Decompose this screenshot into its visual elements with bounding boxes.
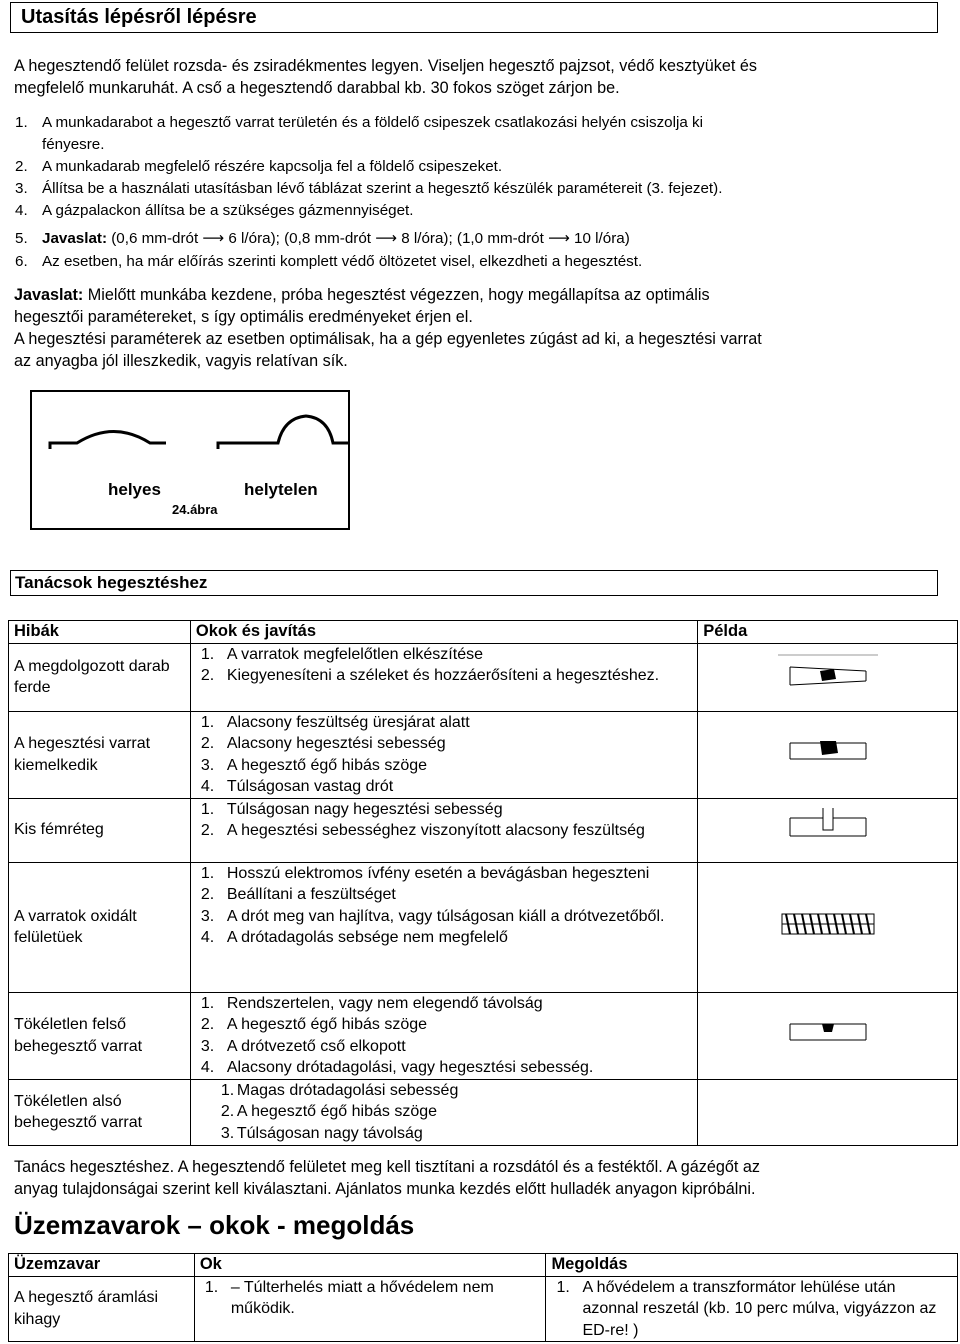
raised-weld-icon [768,731,888,771]
cause-item: 3. Túlságosan nagy távolság [220,1124,423,1142]
fault-cell: A hegesztési varrat kiemelkedik [9,711,191,798]
section-title-instructions: Utasítás lépésről lépésre [10,2,938,33]
causes-cell [190,643,697,711]
intro-line-1: A hegesztendő felület rozsda- és zsiradékmentes legyen. Viseljen hegesztő pajzsot, védő kesztyüket és [14,57,757,75]
intro-line-2: megfelelő munkaruhát. A cső a hegesztendő darabbal kb. 30 fokos szöget zárjon be. [14,79,620,97]
header-causes: Okok és javítás [190,621,697,644]
causes-cell [190,711,697,798]
table-row [9,711,958,798]
header-fault: Üzemzavar [9,1254,195,1277]
cause-item: 1. Magas drótadagolási sebesség [220,1081,459,1099]
cause-item: 2. A hegesztő égő hibás szöge [220,1103,438,1120]
step-3: 3. Állítsa be a használati utasításban lévő táblázat szerint a hegesztő készülék paramétereit (3. fejezet). [15,180,723,197]
fault-cell: A hegesztő áramlási kihagy [9,1276,195,1342]
tip-line-2: anyag tulajdonságai szerint kell kiválasztani. Ajánlatos munka kezdés előtt hulladék anyagon kipróbálni. [14,1180,756,1198]
cause-item: 1. Hosszú elektromos ívfény esetén a bevágásban hegeszteni [200,864,650,882]
fault-cell: Tökéletlen felső behegesztő varrat [9,992,191,1079]
cause-item: 2. Beállítani a feszültséget [200,886,396,903]
header-faults: Hibák [9,621,191,644]
table-row [9,862,958,992]
cause-item: 4. Alacsony drótadagolási, vagy hegesztési sebesség. [200,1059,594,1076]
table-header-row [9,621,958,644]
section-title-tips: Tanácsok hegesztéshez [10,570,938,596]
skewed-weld-icon [768,649,888,699]
table-row [9,1079,958,1145]
causes-cell [190,1079,697,1145]
causes-cell [190,992,697,1079]
step-1-cont: fényesre. [42,136,105,153]
oxidized-weld-icon [768,904,888,944]
example-cell [698,643,958,711]
faults-table [8,1253,958,1342]
optimal-line-1: A hegesztési paraméterek az esetben optimálisak, ha a gép egyenletes zúgást ad ki, a hegesztési varrat [14,330,762,348]
tip-line-1: Tanács hegesztéshez. A hegesztendő felületet meg kell tisztítani a rozsdától és a festéktől. A gázégőt az [14,1158,760,1176]
example-cell [698,798,958,862]
cause-item: 2. A hegesztő égő hibás szöge [200,1016,428,1033]
fault-cell: Tökéletlen alsó behegesztő varrat [9,1079,191,1145]
bad-weld-profile [218,416,348,449]
causes-cell [190,798,697,862]
header-solution: Megoldás [546,1254,958,1277]
step-1: 1. A munkadarabot a hegesztő varrat területén és a földelő csipeszek csatlakozási helyén csiszolja ki [15,114,704,131]
causes-cell [190,862,697,992]
optimal-line-2: az anyagba jól illeszkedik, vagyis relatívan sík. [14,352,348,370]
cause-item: 1. Rendszertelen, vagy nem elegendő távolság [200,994,543,1012]
advice-line-1: Javaslat: Mielőtt munkába kezdene, próba hegesztést végezzen, hogy megállapítsa az optimális [14,286,710,304]
example-cell [698,1079,958,1145]
section-title-faults: Üzemzavarok – okok - megoldás [14,1210,415,1240]
cause-item: 2. Kiegyenesíteni a széleket és hozzáerősíteni a hegesztéshez. [200,667,660,684]
label-good: helyes [108,480,161,499]
step-5: 5. Javaslat: (0,6 mm-drót ⟶ 6 l/óra); (0,8 mm-drót ⟶ 8 l/óra); (1,0 mm-drót ⟶ 10 l/óra) [15,230,630,247]
figure-caption: 24.ábra [172,502,218,517]
example-cell [698,711,958,798]
label-bad: helytelen [244,480,318,499]
step-2: 2. A munkadarab megfelelő részére kapcsolja fel a földelő csipeszeket. [15,158,503,175]
table-row [9,643,958,711]
step-4: 4. A gázpalackon állítsa be a szükséges gázmennyiséget. [15,202,414,219]
step-6: 6. Az esetben, ha már előírás szerinti komplett védő öltözetet visel, elkezdheti a hegesztést. [15,253,643,270]
table-header-row [9,1254,958,1277]
imperfect-top-weld-icon [768,1012,888,1052]
cause-item: 3. A hegesztő égő hibás szöge [200,756,428,774]
cause-item: 1. A varratok megfelelőtlen elkészítése [200,645,483,663]
example-cell [698,862,958,992]
fault-cell: A varratok oxidált felületüek [9,862,191,992]
header-example: Példa [698,621,958,644]
cause-item: 2. Alacsony hegesztési sebesség [200,735,446,752]
tips-table [8,620,958,1146]
header-cause: Ok [194,1254,546,1277]
table-row [9,798,958,862]
thin-layer-weld-icon [768,804,888,850]
good-weld-profile [50,432,166,450]
cause-item: 1. – Túlterhelés miatt a hővédelem nem működik. [204,1278,494,1317]
solution-item: 1. A hővédelem a transzformátor lehülése után azonnal reszetál (kb. 10 perc múlva, vigyázzon az ED-re! ) [556,1278,937,1339]
advice-line-2: hegesztői paramétereket, s így optimális eredményeket érjen el. [14,308,473,326]
weld-profile-figure [30,390,350,530]
cause-cell [194,1276,546,1342]
cause-item: 2. A hegesztési sebességhez viszonyított alacsony feszültség [200,822,645,839]
cause-item: 4. A drótadagolás sebsége nem megfelelő [200,929,508,946]
cause-item: 3. A drótvezető cső elkopott [200,1037,406,1055]
example-cell [698,992,958,1079]
cause-item: 4. Túlságosan vastag drót [200,778,394,795]
table-row [9,1276,958,1342]
fault-cell: Kis fémréteg [9,798,191,862]
cause-item: 1. Alacsony feszültség üresjárat alatt [200,713,470,731]
table-row [9,992,958,1079]
solution-cell [546,1276,958,1342]
cause-item: 3. A drót meg van hajlítva, vagy túlságosan kiáll a drótvezetőből. [200,907,665,925]
fault-cell: A megdolgozott darab ferde [9,643,191,711]
cause-item: 1. Túlságosan nagy hegesztési sebesség [200,800,503,818]
